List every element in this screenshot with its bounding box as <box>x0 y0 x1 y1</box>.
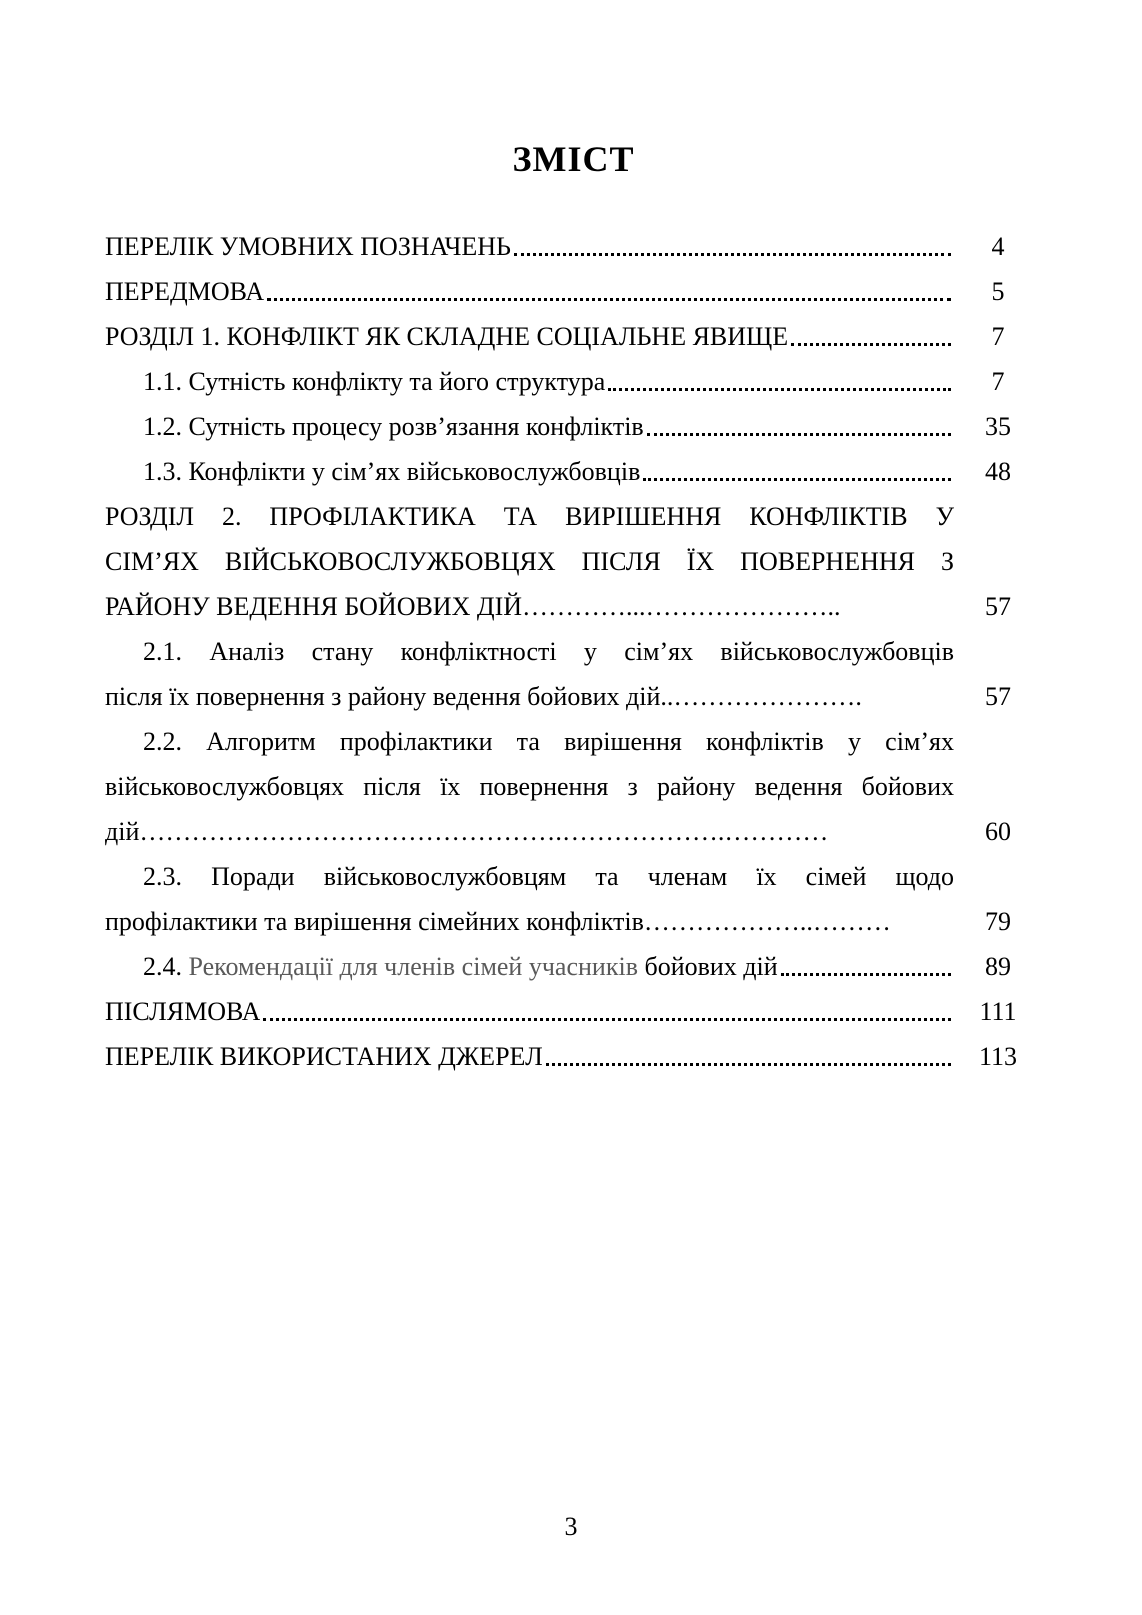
dot-leader <box>647 433 951 436</box>
toc-entry-line: 2.3. Поради військовослужбовцям та членам їх сімей щодо <box>143 862 954 891</box>
toc-entry <box>105 989 1042 1034</box>
toc-entry <box>105 224 1042 269</box>
dot-leader <box>546 1063 951 1066</box>
toc-entry <box>105 854 1042 944</box>
toc-entry-title: 1.3. Конфлікти у сім’ях військовослужбовців <box>143 457 641 486</box>
toc-entry-page-number: 111 <box>979 997 1017 1026</box>
toc-entry <box>105 314 1042 359</box>
dot-leader <box>267 298 951 301</box>
toc-entry <box>105 449 1042 494</box>
toc-entry <box>105 719 1042 854</box>
toc-entry-page-number: 7 <box>991 322 1005 351</box>
toc-entry-muted-text: Рекомендації для членів сімей учасників <box>188 952 638 981</box>
toc-entry-title <box>105 494 954 629</box>
toc-entry-page-number: 4 <box>991 232 1005 261</box>
toc-entry <box>105 404 1042 449</box>
toc-entry-page-number: 89 <box>985 952 1011 981</box>
dot-leader <box>791 343 951 346</box>
toc-entry-title: 1.2. Сутність процесу розв’язання конфліктів <box>143 412 644 441</box>
toc-entry-title: ПЕРЕЛІК УМОВНИХ ПОЗНАЧЕНЬ <box>105 232 511 261</box>
toc-entry-page-number: 35 <box>985 412 1011 441</box>
page-title: ЗМІСТ <box>512 139 635 179</box>
toc-entry-page-number: 57 <box>985 682 1011 711</box>
toc-entry-line: дій………………………………………….……………….………… <box>105 817 829 846</box>
toc-entry-line: військовослужбовцях після їх повернення з району ведення бойових <box>105 772 954 801</box>
toc-entry-title <box>105 854 954 944</box>
toc-entry-line: РОЗДІЛ 2. ПРОФІЛАКТИКА ТА ВИРІШЕННЯ КОНФЛІКТІВ У <box>105 502 954 531</box>
dot-leader <box>514 253 951 256</box>
table-of-contents <box>105 224 1042 1079</box>
dot-leader <box>263 1018 951 1021</box>
toc-entry-line: РАЙОНУ ВЕДЕННЯ БОЙОВИХ ДІЙ…………...………………….. <box>105 592 841 621</box>
toc-entry-line: профілактики та вирішення сімейних конфліктів………………..……… <box>105 907 891 936</box>
toc-entry-page-number: 5 <box>991 277 1005 306</box>
page-number-footer: 3 <box>564 1512 578 1541</box>
toc-entry <box>105 494 1042 629</box>
dot-leader <box>781 973 951 976</box>
toc-entry-line: 2.1. Аналіз стану конфліктності у сім’ях військовослужбовців <box>143 637 954 666</box>
toc-entry-title: ПІСЛЯМОВА <box>105 997 261 1026</box>
toc-entry-page-number: 79 <box>985 907 1011 936</box>
toc-entry <box>105 359 1042 404</box>
toc-entry-page-number: 7 <box>991 367 1005 396</box>
toc-entry-page-number: 60 <box>985 817 1011 846</box>
toc-entry <box>105 629 1042 719</box>
toc-entry-line: СІМ’ЯХ ВІЙСЬКОВОСЛУЖБОВЦЯХ ПІСЛЯ ЇХ ПОВЕРНЕННЯ З <box>105 547 954 576</box>
toc-entry-line: після їх повернення з району ведення бойових дій..…………………. <box>105 682 862 711</box>
toc-entry-title <box>105 944 778 989</box>
toc-entry-title: ПЕРЕДМОВА <box>105 277 265 306</box>
toc-entry-title <box>105 719 954 854</box>
toc-entry <box>105 944 1042 989</box>
toc-entry-page-number: 57 <box>985 592 1011 621</box>
dot-leader <box>643 478 951 481</box>
toc-entry-line: 2.2. Алгоритм профілактики та вирішення конфліктів у сім’ях <box>143 727 954 756</box>
toc-entry-suffix-text: бойових дій <box>637 952 778 981</box>
toc-entry <box>105 269 1042 314</box>
toc-entry-title <box>105 629 954 719</box>
toc-entry-number-prefix: 2.4. <box>143 952 189 981</box>
toc-entry-title: ПЕРЕЛІК ВИКОРИСТАНИХ ДЖЕРЕЛ <box>105 1042 543 1071</box>
dot-leader <box>608 388 951 391</box>
toc-entry-page-number: 113 <box>978 1042 1018 1071</box>
toc-entry-page-number: 48 <box>985 457 1011 486</box>
toc-entry <box>105 1034 1042 1079</box>
toc-entry-title: РОЗДІЛ 1. КОНФЛІКТ ЯК СКЛАДНЕ СОЦІАЛЬНЕ ЯВИЩЕ <box>105 322 789 351</box>
toc-entry-title: 1.1. Сутність конфлікту та його структура <box>143 367 606 396</box>
